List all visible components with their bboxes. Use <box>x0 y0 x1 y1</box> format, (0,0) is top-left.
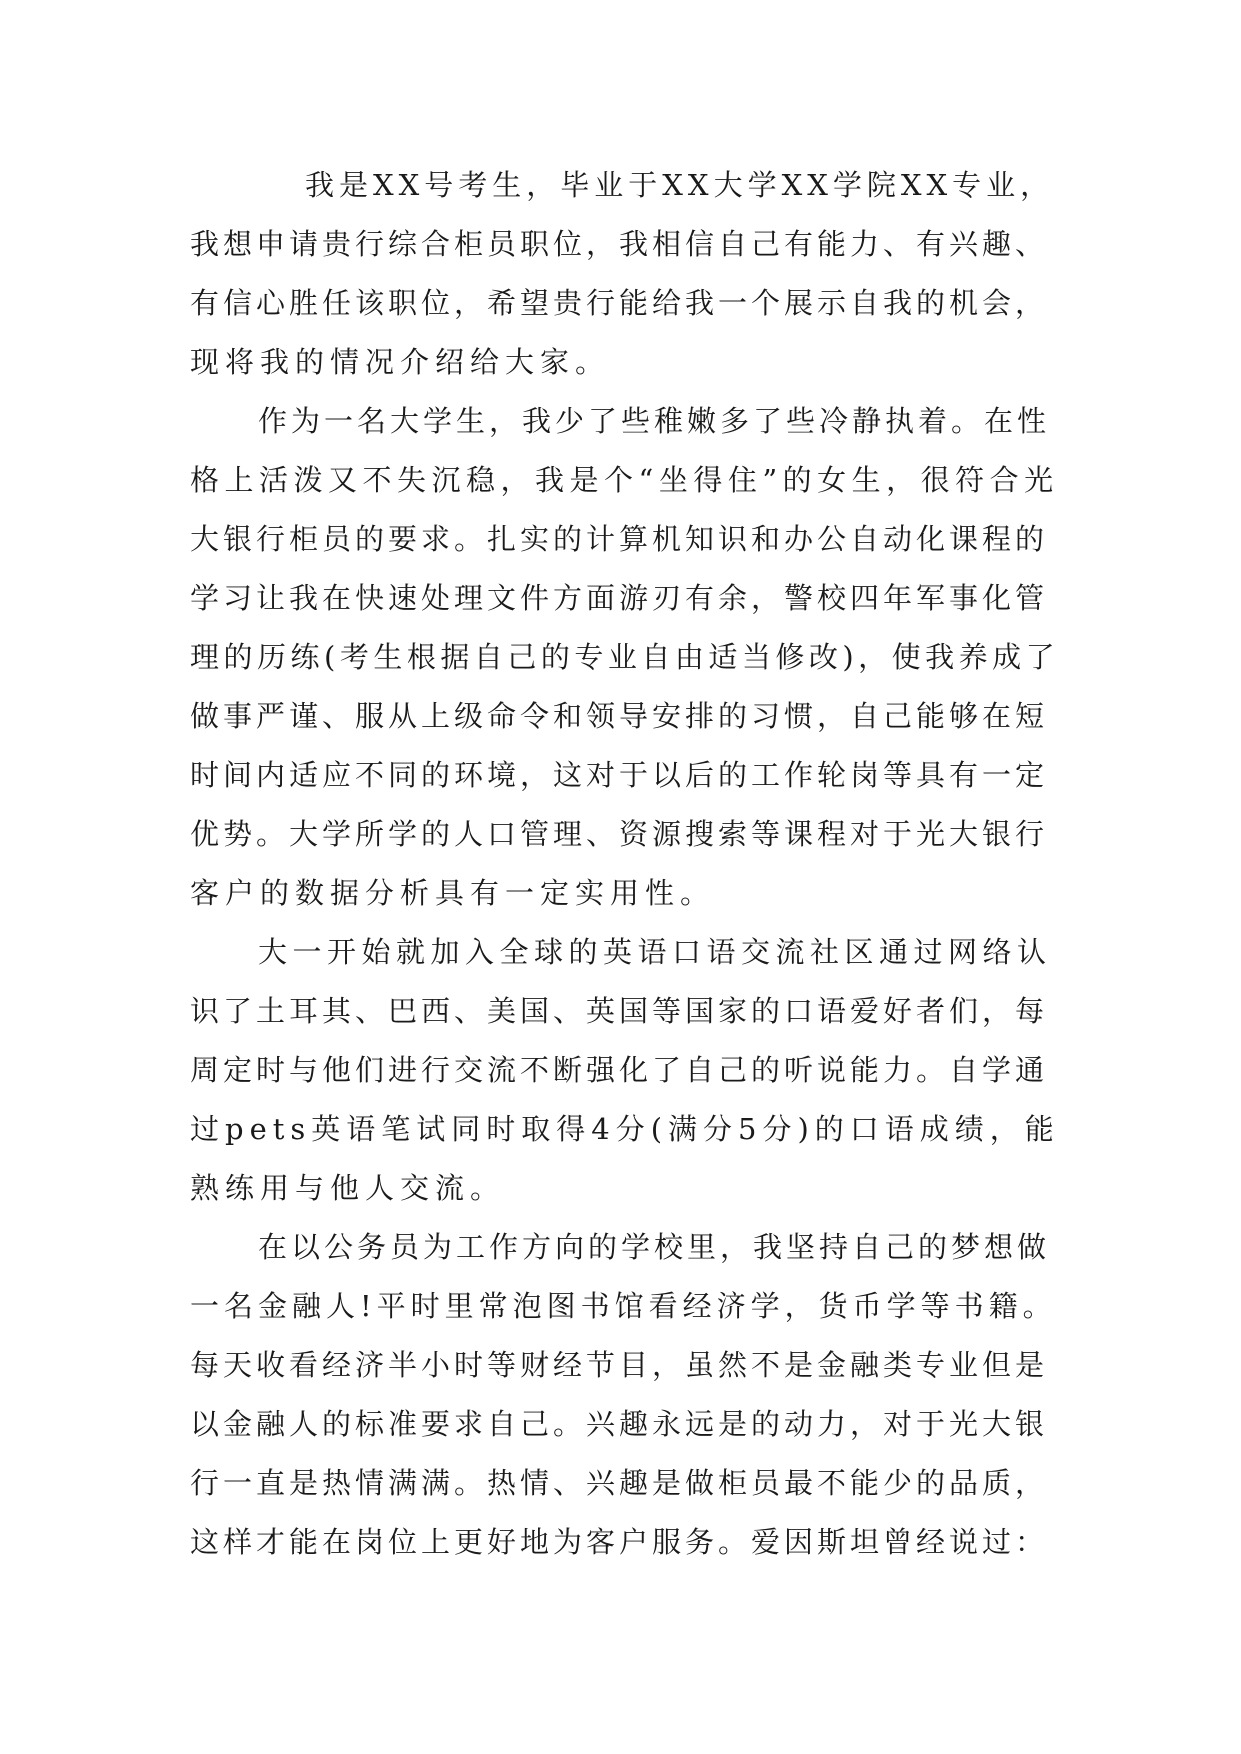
text-line: 大银行柜员的要求。扎实的计算机知识和办公自动化课程的 <box>190 522 1049 556</box>
text-line: 我想申请贵行综合柜员职位，我相信自己有能力、有兴趣、 <box>190 227 1049 261</box>
text-line: 识了土耳其、巴西、美国、英国等国家的口语爱好者们，每 <box>190 994 1049 1028</box>
text-line: 做事严谨、服从上级命令和领导安排的习惯，自己能够在短 <box>190 699 1049 733</box>
text-line: 熟练用与他人交流。 <box>190 1171 506 1205</box>
text-line: 我是XX号考生，毕业于XX大学XX学院XX专业， <box>305 168 1055 202</box>
document-body <box>190 156 1060 1572</box>
text-line: 以金融人的标准要求自己。兴趣永远是的动力，对于光大银 <box>190 1407 1049 1441</box>
text-line: 格上活泼又不失沉稳，我是个“坐得住”的女生，很符合光 <box>190 463 1059 497</box>
text-line: 现将我的情况介绍给大家。 <box>190 345 611 379</box>
paragraph <box>190 1218 1060 1572</box>
text-line: 在以公务员为工作方向的学校里，我坚持自己的梦想做 <box>258 1230 1051 1264</box>
paragraph <box>190 156 1060 392</box>
text-line: 过pets英语笔试同时取得4分(满分5分)的口语成绩，能 <box>190 1112 1060 1146</box>
text-line: 大一开始就加入全球的英语口语交流社区通过网络认 <box>258 935 1052 969</box>
text-line: 每天收看经济半小时等财经节目，虽然不是金融类专业但是 <box>190 1348 1049 1382</box>
text-line: 理的历练(考生根据自己的专业自由适当修改)，使我养成了 <box>190 640 1060 674</box>
text-line: 作为一名大学生，我少了些稚嫩多了些冷静执着。在性 <box>258 404 1051 438</box>
paragraph <box>190 923 1060 1218</box>
paragraph <box>190 392 1060 923</box>
text-line: 行一直是热情满满。热情、兴趣是做柜员最不能少的品质， <box>190 1466 1049 1500</box>
text-line: 时间内适应不同的环境，这对于以后的工作轮岗等具有一定 <box>190 758 1049 792</box>
text-line: 优势。大学所学的人口管理、资源搜索等课程对于光大银行 <box>190 817 1049 851</box>
text-line: 这样才能在岗位上更好地为客户服务。爱因斯坦曾经说过： <box>190 1525 1049 1559</box>
text-line: 一名金融人!平时里常泡图书馆看经济学，货币学等书籍。 <box>190 1289 1057 1323</box>
text-line: 有信心胜任该职位，希望贵行能给我一个展示自我的机会， <box>190 286 1049 320</box>
text-line: 学习让我在快速处理文件方面游刃有余，警校四年军事化管 <box>190 581 1049 615</box>
text-line: 客户的数据分析具有一定实用性。 <box>190 876 716 910</box>
text-line: 周定时与他们进行交流不断强化了自己的听说能力。自学通 <box>190 1053 1049 1087</box>
